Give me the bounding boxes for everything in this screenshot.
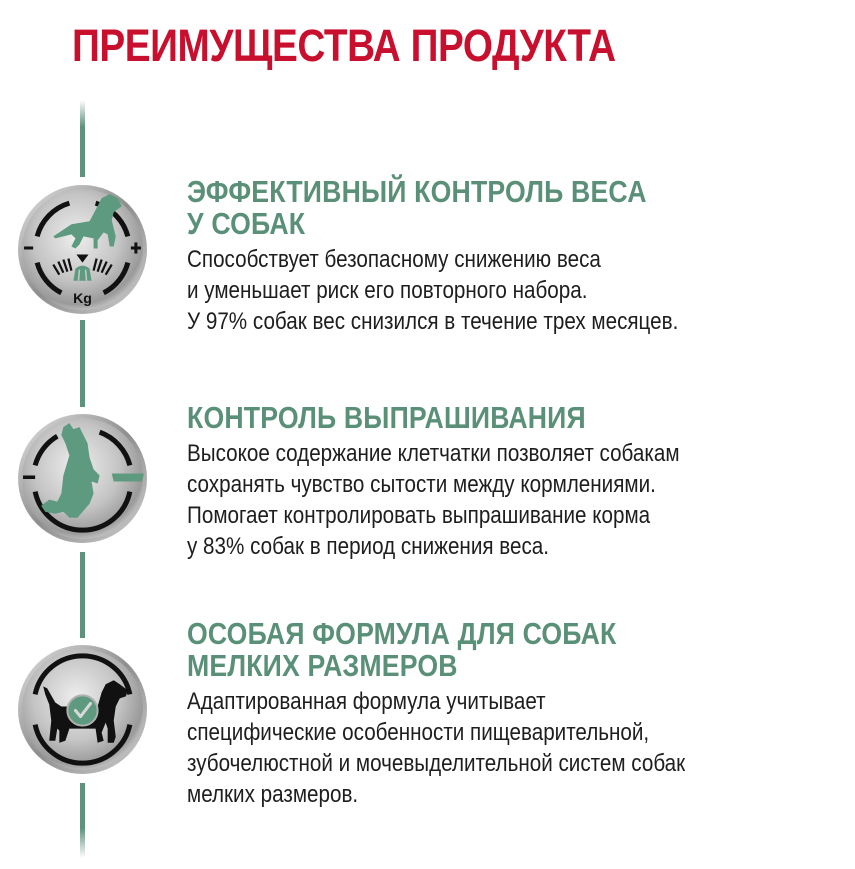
timeline-line-2-3 bbox=[80, 552, 85, 638]
benefit-heading bbox=[187, 176, 755, 240]
body-line: Помогает контролировать выпрашивание корма bbox=[187, 502, 651, 529]
body-line: Адаптированная формула учитывает bbox=[187, 688, 546, 715]
body-line: у 83% собак в период снижения веса. bbox=[187, 533, 550, 560]
body-line: специфические особенности пищеварительной, bbox=[187, 719, 650, 746]
kg-label: Kg bbox=[73, 289, 92, 306]
small-dog-formula-icon bbox=[17, 644, 148, 775]
body-line: сохранять чувство сытости между кормлениями. bbox=[187, 471, 656, 498]
timeline-line-top bbox=[80, 100, 85, 177]
heading-line: КОНТРОЛЬ ВЫПРАШИВАНИЯ bbox=[187, 400, 586, 435]
heading-line: ОСОБАЯ ФОРМУЛА ДЛЯ СОБАК bbox=[187, 616, 617, 651]
body-line: Высокое содержание клетчатки позволяет собакам bbox=[187, 440, 680, 467]
timeline-line-bottom bbox=[80, 783, 85, 858]
body-line: зубочелюстной и мочевыделительной систем собак bbox=[187, 750, 686, 777]
weight-control-icon bbox=[17, 184, 148, 315]
body-line: и уменьшает риск его повторного набора. bbox=[187, 277, 588, 304]
benefit-begging-control bbox=[187, 402, 847, 562]
heading-line: У СОБАК bbox=[187, 206, 306, 241]
benefit-heading bbox=[187, 402, 755, 434]
heading-line: ЭФФЕКТИВНЫЙ КОНТРОЛЬ ВЕСА bbox=[187, 174, 647, 209]
benefit-description bbox=[187, 438, 755, 562]
body-line: У 97% собак вес снизился в течение трех месяцев. bbox=[187, 308, 679, 335]
body-line: мелких размеров. bbox=[187, 781, 359, 808]
heading-line: МЕЛКИХ РАЗМЕРОВ bbox=[187, 648, 458, 683]
timeline-line-1-2 bbox=[80, 320, 85, 407]
begging-control-icon bbox=[17, 413, 148, 544]
page-title: ПРЕИМУЩЕСТВА ПРОДУКТА bbox=[72, 20, 616, 71]
benefit-small-breed-formula bbox=[187, 618, 847, 810]
benefit-description bbox=[187, 686, 755, 810]
benefit-heading bbox=[187, 618, 755, 682]
benefit-weight-control bbox=[187, 176, 847, 337]
body-line: Способствует безопасному снижению веса bbox=[187, 246, 601, 273]
benefit-description bbox=[187, 244, 755, 337]
